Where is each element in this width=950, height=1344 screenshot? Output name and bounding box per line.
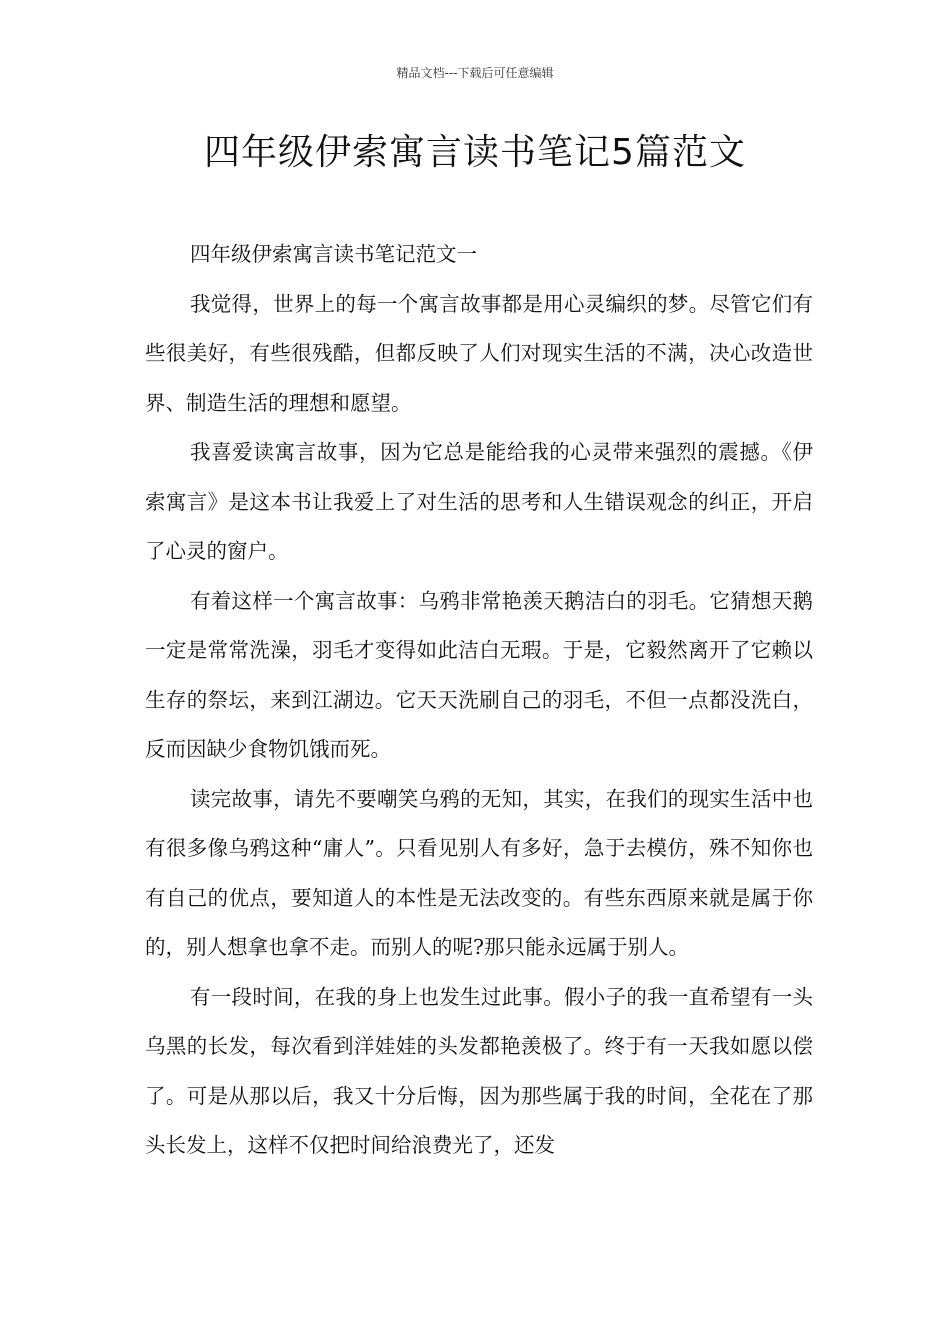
- document-title: 四年级伊索寓言读书笔记5篇范文: [204, 132, 746, 173]
- paragraph-2: 我喜爱读寓言故事，因为它总是能给我的心灵带来强烈的震撼。《伊索寓言》是这本书让我爱上了对生活的思考和人生错误观念的纠正，开启了心灵的窗户。: [145, 440, 813, 563]
- paragraph-4: 读完故事，请先不要嘲笑乌鸦的无知，其实，在我们的现实生活中也有很多像乌鸦这种“庸人”。只看见别人有多好，急于去模仿，殊不知你也有自己的优点，要知道人的本性是无法改变的。有些东西原来就是属于你的，别人想拿也拿不走。而别人的呢?那只能永远属于别人。: [145, 786, 813, 959]
- paragraph-5: 有一段时间，在我的身上也发生过此事。假小子的我一直希望有一头乌黑的长发，每次看到洋娃娃的头发都艳羡极了。终于有一天我如愿以偿了。可是从那以后，我又十分后悔，因为那些属于我的时间，全花在了那头长发上，这样不仅把时间给浪费光了，还发: [145, 984, 813, 1157]
- paragraph-1: 我觉得，世界上的每一个寓言故事都是用心灵编织的梦。尽管它们有些很美好，有些很残酷，但都反映了人们对现实生活的不满，决心改造世界、制造生活的理想和愿望。: [145, 291, 813, 415]
- document-body: [145, 230, 813, 1171]
- section-heading: 四年级伊索寓言读书笔记范文一: [190, 242, 477, 266]
- header-note: 精品文档---下载后可任意编辑: [396, 66, 554, 80]
- paragraph-3: 有着这样一个寓言故事：乌鸦非常艳羡天鹅洁白的羽毛。它猜想天鹅一定是常常洗澡，羽毛才变得如此洁白无瑕。于是，它毅然离开了它赖以生存的祭坛，来到江湖边。它天天洗刷自己的羽毛，不但一点都没洗白，反而因缺少食物饥饿而死。: [145, 588, 813, 761]
